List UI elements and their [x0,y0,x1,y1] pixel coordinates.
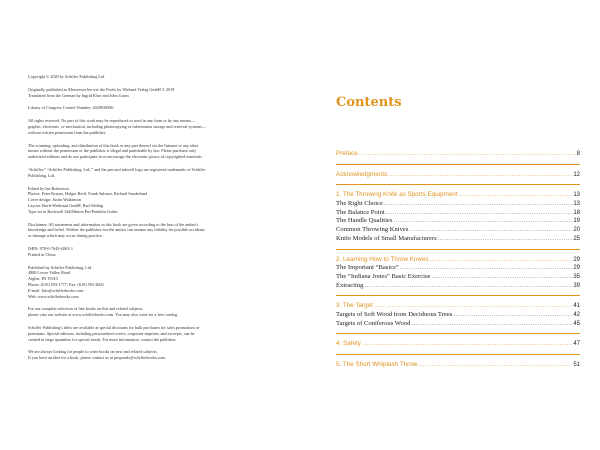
dot-leader [453,311,572,320]
toc-page-number: 19 [573,218,580,225]
copyright-line: Phone: (610) 593-1777; Fax: (610) 593-2002 [28,281,104,287]
dot-leader [431,273,572,282]
copyright-paragraph [28,105,292,111]
toc-page-number: 42 [573,311,580,318]
toc-section-heading[interactable] [336,191,580,200]
toc-page-number: 29 [573,265,580,272]
toc-entry-label: Knife Models of Small Manufacturers [336,234,437,242]
copyright-line: Edited by Ian Robertson [28,185,69,191]
copyright-paragraph [28,167,292,179]
copyright-line: created in large quantities for special needs. For more information, contact the publisher. [28,336,177,342]
toc-page-number: 35 [573,273,580,280]
copyright-line: Printed in China [28,251,56,257]
copyright-paragraph [28,325,292,342]
copyright-line: authorized editions and do not participate in or encourage the electronic piracy of copyrighted materials. [28,154,203,160]
toc-section-heading[interactable] [336,171,580,180]
toc-entry-label: The Balance Point [336,208,385,216]
copyright-paragraph [28,143,292,160]
copyright-line: without written permission from the publisher. [28,129,106,135]
toc-page-number: 39 [573,282,580,289]
toc-page-number: 12 [573,171,580,178]
copyright-paragraph [28,186,292,215]
copyright-line: Library of Congress Control Number: 2020930946 [28,105,114,111]
table-of-contents [336,150,580,370]
section-divider [336,184,580,185]
dot-leader [430,256,573,265]
dot-leader [459,191,573,200]
copyright-line: Disclaimer: All statements and information in this book are given according to the best of the author's [28,221,199,227]
dot-leader [418,361,572,370]
toc-entry-label: Acknowledgments [336,170,388,178]
copyright-line: Translated from the German by Ingrid Elser and John Guess [28,92,129,98]
toc-entry[interactable] [336,209,580,218]
copyright-line: Atglen, PA 19310 [28,276,58,282]
copyright-line: Copyright © 2020 by Schiffer Publishing Ltd. [28,74,106,79]
copyright-line: 4880 Lower Valley Road [28,270,70,276]
copyright-paragraph [28,349,292,361]
copyright-line: or damage which may occur during practice. [28,233,103,239]
toc-entry-label: Targets of Coniferous Wood [336,319,411,327]
copyright-line: We are always looking for people to write books on new and related subjects. [28,349,158,355]
toc-entry[interactable] [336,200,580,209]
toc-section-heading[interactable] [336,150,580,159]
toc-page-number: 20 [573,227,580,234]
copyright-line: If you have an idea for a book, please contact us at proposals@schifferbooks.com. [28,355,166,361]
copyright-line: The scanning, uploading, and distribution of this book or any part thereof via the Internet or any other [28,142,199,148]
copyright-line: Originally published as Messerwerfen wie die Profis by Wieland Verlag GmbH © 2018 [28,86,175,92]
toc-page-number: 25 [573,235,580,242]
copyright-line: means without the permission of the publisher is illegal and punishable by law. Please purchase only [28,148,197,154]
toc-entry-label: The Handle Qualities [336,217,393,225]
toc-page-number: 18 [573,209,580,216]
toc-entry-label: The Important “Basics” [336,264,399,272]
toc-entry[interactable] [336,226,580,235]
copyright-line: please visit our website at www.schifferbooks.com. You may also write for a free catalog. [28,312,179,318]
section-divider [336,333,580,334]
dot-leader [400,264,573,273]
copyright-line: Publishing, Ltd. [28,172,55,178]
dot-leader [362,340,572,349]
toc-page-number: 13 [573,192,580,199]
copyright-paragraph [28,246,292,258]
toc-page-number: 13 [573,201,580,208]
toc-entry-label: 1. The Throwing Knife as Sports Equipment [336,191,458,199]
dot-leader [438,235,573,244]
section-divider [336,164,580,165]
dot-leader [364,282,572,291]
contents-page [300,0,600,450]
copyright-line: graphic, electronic, or mechanical, including photocopying or information storage and retrieval systems— [28,123,206,129]
copyright-paragraph [28,74,292,80]
copyright-line: Layout: Buch-Werkstatt GmbH, Bad Aibling [28,202,104,208]
dot-leader [384,200,572,209]
toc-entry-label: 2. Learning How to Throw Knives [336,255,429,263]
toc-section-heading[interactable] [336,361,580,370]
copyright-line: Photos: Peter Krauss, Holger Reiff, Frank Salomo, Richard Sanderland [28,191,148,197]
toc-entry-label: The “Indiana Jones” Basic Exercise [336,272,431,280]
section-divider [336,295,580,296]
copyright-paragraph [28,306,292,318]
copyright-line: knowledge and belief. Neither the publisher nor the author can assume any liability for possible accidents [28,227,205,233]
copyright-line: Cover design: Justin Watkinson [28,197,81,203]
toc-entry-label: The Right Choice [336,200,383,208]
copyright-line: Published by Schiffer Publishing, Ltd. [28,264,93,270]
copyright-line: E-mail: Info@schifferbooks.com [28,287,84,293]
toc-entry[interactable] [336,264,580,273]
toc-entry-label: Extracting [336,281,364,289]
copyright-line: Type set in Rockwell Std/Minion Pro/Franklin Gothic [28,208,119,214]
dot-leader [411,320,572,329]
dot-leader [393,217,572,226]
toc-entry[interactable] [336,217,580,226]
contents-title: Contents [336,95,402,110]
toc-entry-label: Preface [336,150,358,157]
section-divider [336,354,580,355]
dot-leader [386,209,573,218]
toc-section-heading[interactable] [336,340,580,349]
toc-entry[interactable] [336,273,580,282]
copyright-line: “Schiffer,” “Schiffer Publishing, Ltd.,” and the pen and inkwell logo are registered trademarks of Schiffer [28,166,206,172]
copyright-line: Web: www.schifferbooks.com [28,293,79,299]
copyright-line: All rights reserved. No part of this work may be reproduced or used in any form or by any means— [28,118,195,124]
copyright-line: premiums. Special editions, including personalized covers, corporate imprints, and excerpts, can be [28,330,195,336]
toc-entry-label: Targets of Soft Wood from Deciduous Trees [336,310,453,318]
toc-page-number: 45 [573,320,580,327]
copyright-text [28,74,292,361]
toc-entry-label: 5. The Short Whiplash Throw [336,361,418,368]
copyright-paragraph [28,87,292,99]
toc-entry[interactable] [336,282,580,291]
copyright-paragraph [28,222,292,239]
toc-page-number: 51 [573,362,580,368]
copyright-line: ISBN: 978-0-7643-6063-3 [28,245,73,251]
toc-entry[interactable] [336,320,580,329]
copyright-paragraph [28,265,292,300]
toc-page-number: 41 [573,303,580,310]
toc-entry-label: 3. The Target [336,302,373,310]
toc-entry-label: Common Throwing Knives [336,226,409,234]
toc-entry-label: 4. Safety [336,340,361,348]
toc-page-number: 8 [576,151,580,157]
copyright-line: Schiffer Publishing's titles are available at special discounts for bulk purchases for sales promotions or [28,324,200,330]
toc-entry[interactable] [336,311,580,320]
dot-leader [374,302,572,311]
toc-page-number: 29 [573,256,580,263]
section-divider [336,249,580,250]
copyright-line: For our complete selection of fine books on this and related subjects, [28,306,144,312]
toc-page-number: 47 [573,341,580,348]
dot-leader [409,226,572,235]
toc-section-heading[interactable] [336,302,580,311]
copyright-paragraph [28,118,292,135]
dot-leader [359,150,576,159]
toc-entry[interactable] [336,235,580,244]
dot-leader [388,171,572,180]
toc-section-heading[interactable] [336,256,580,265]
